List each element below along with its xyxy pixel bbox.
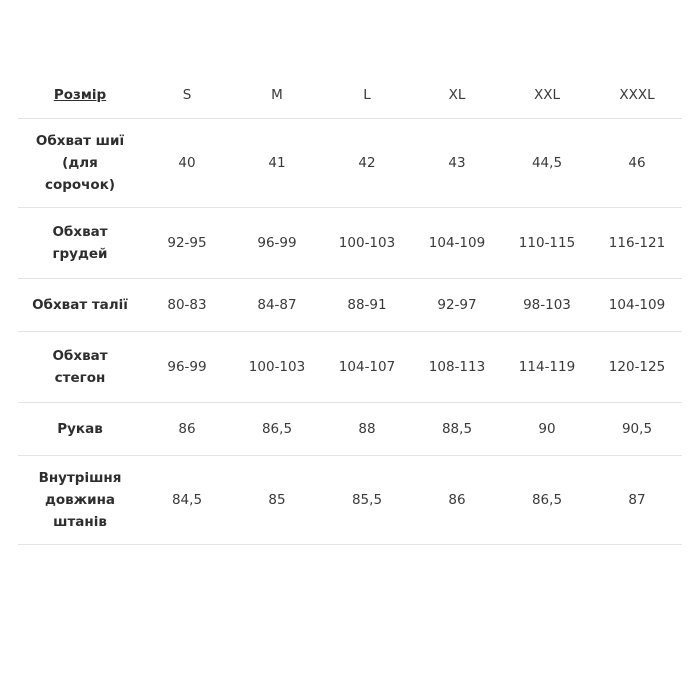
cell-inseam-m: 85 [232, 456, 322, 545]
cell-waist-xxxl: 104-109 [592, 279, 682, 332]
table-body [18, 119, 682, 545]
row-label-line: стегон [54, 370, 106, 386]
cell-sleeve-xl: 88,5 [412, 403, 502, 456]
cell-hips-l: 104-107 [322, 332, 412, 403]
row-label-neck [18, 119, 142, 208]
row-label-line: грудей [52, 246, 108, 262]
row-label-inseam [18, 456, 142, 545]
size-chart-table [18, 72, 682, 545]
cell-waist-xl: 92-97 [412, 279, 502, 332]
header-size-xxl: XXL [502, 72, 592, 119]
table-row [18, 456, 682, 545]
row-label-chest [18, 208, 142, 279]
header-size-s: S [142, 72, 232, 119]
header-size-m: M [232, 72, 322, 119]
table-header [18, 72, 682, 119]
cell-neck-s: 40 [142, 119, 232, 208]
row-label-line: Обхват талії [32, 296, 128, 313]
header-size-l: L [322, 72, 412, 119]
cell-sleeve-l: 88 [322, 403, 412, 456]
row-label-sleeve [18, 403, 142, 456]
table-header-row [18, 72, 682, 119]
cell-chest-l: 100-103 [322, 208, 412, 279]
cell-hips-xl: 108-113 [412, 332, 502, 403]
cell-hips-xxxl: 120-125 [592, 332, 682, 403]
cell-chest-xl: 104-109 [412, 208, 502, 279]
header-size-label: Розмір [18, 72, 142, 119]
header-size-xl: XL [412, 72, 502, 119]
table-row [18, 332, 682, 403]
cell-waist-m: 84-87 [232, 279, 322, 332]
cell-chest-m: 96-99 [232, 208, 322, 279]
cell-inseam-xxxl: 87 [592, 456, 682, 545]
cell-chest-xxl: 110-115 [502, 208, 592, 279]
row-label-waist [18, 279, 142, 332]
row-label-line: Внутрішня [38, 469, 122, 486]
cell-sleeve-m: 86,5 [232, 403, 322, 456]
row-label-line: довжина [44, 491, 116, 508]
cell-waist-s: 80-83 [142, 279, 232, 332]
cell-inseam-xl: 86 [412, 456, 502, 545]
cell-chest-s: 92-95 [142, 208, 232, 279]
row-label-line: (для [62, 154, 98, 171]
table-row [18, 208, 682, 279]
cell-neck-xxxl: 46 [592, 119, 682, 208]
cell-chest-xxxl: 116-121 [592, 208, 682, 279]
cell-inseam-l: 85,5 [322, 456, 412, 545]
cell-inseam-xxl: 86,5 [502, 456, 592, 545]
row-label-line: Обхват [52, 347, 108, 364]
cell-waist-xxl: 98-103 [502, 279, 592, 332]
cell-neck-xxl: 44,5 [502, 119, 592, 208]
row-label-line: штанів [53, 514, 107, 531]
row-label-line: Рукав [57, 420, 103, 437]
cell-sleeve-xxxl: 90,5 [592, 403, 682, 456]
cell-neck-l: 42 [322, 119, 412, 208]
table-row [18, 403, 682, 456]
cell-hips-m: 100-103 [232, 332, 322, 403]
cell-sleeve-s: 86 [142, 403, 232, 456]
cell-sleeve-xxl: 90 [502, 403, 592, 456]
cell-inseam-s: 84,5 [142, 456, 232, 545]
cell-hips-s: 96-99 [142, 332, 232, 403]
table-row [18, 279, 682, 332]
cell-hips-xxl: 114-119 [502, 332, 592, 403]
row-label-line: Обхват [52, 223, 108, 240]
cell-waist-l: 88-91 [322, 279, 412, 332]
header-size-xxxl: XXXL [592, 72, 682, 119]
cell-neck-m: 41 [232, 119, 322, 208]
table-row [18, 119, 682, 208]
row-label-line: сорочок) [44, 177, 116, 194]
row-label-line: Обхват шиї [35, 132, 125, 149]
row-label-hips [18, 332, 142, 403]
cell-neck-xl: 43 [412, 119, 502, 208]
